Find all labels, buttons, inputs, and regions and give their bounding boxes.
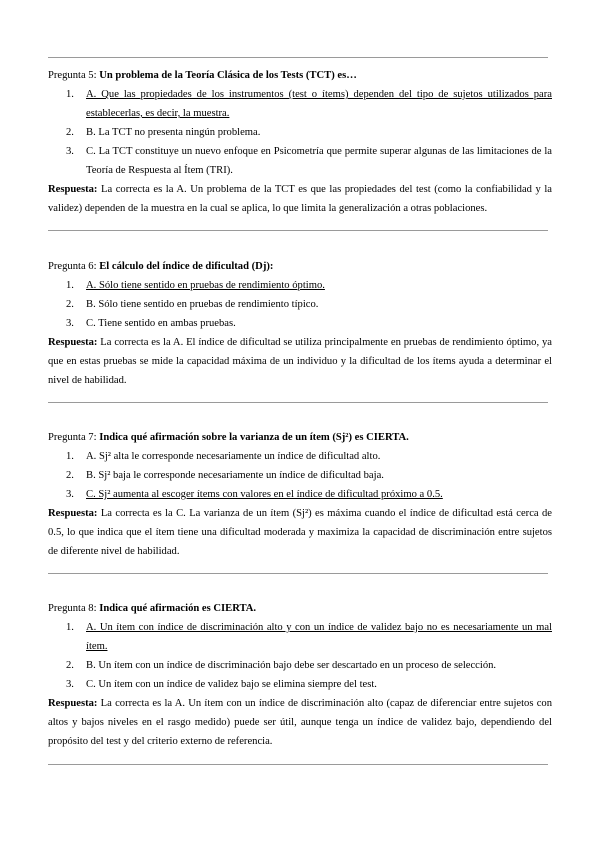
question-6-answer bbox=[48, 333, 552, 390]
option-number: 2. bbox=[66, 660, 74, 671]
option-text: A. Que las propiedades de los instrumentos (test o ítems) dependen del tipo de sujetos utilizados para establecerlas, es decir, la muestra. bbox=[86, 89, 552, 119]
question-8-heading bbox=[48, 599, 552, 618]
question-8-title: Indica qué afirmación es CIERTA. bbox=[99, 603, 257, 614]
question-7-prefix: Pregunta 7: bbox=[48, 432, 100, 443]
question-5-title: Un problema de la Teoría Clásica de los Tests (TCT) es… bbox=[99, 70, 357, 81]
option-number: 3. bbox=[66, 679, 74, 690]
question-7 bbox=[48, 428, 552, 561]
divider bbox=[48, 402, 548, 403]
question-5-heading bbox=[48, 66, 552, 85]
question-5-prefix: Pregunta 5: bbox=[48, 70, 100, 81]
question-6-prefix: Pregunta 6: bbox=[48, 261, 100, 272]
divider-bottom bbox=[48, 764, 548, 765]
question-8-prefix: Pregunta 8: bbox=[48, 603, 100, 614]
question-5-answer bbox=[48, 180, 552, 218]
question-5 bbox=[48, 66, 552, 218]
answer-label: Respuesta: bbox=[48, 337, 98, 348]
answer-label: Respuesta: bbox=[48, 508, 98, 519]
option-number: 2. bbox=[66, 299, 74, 310]
option-list-item bbox=[48, 656, 552, 675]
question-5-options bbox=[48, 85, 552, 180]
question-7-answer bbox=[48, 504, 552, 561]
option-text: B. Un ítem con un índice de discriminación bajo debe ser descartado en un proceso de selección. bbox=[86, 660, 497, 671]
option-number: 3. bbox=[66, 146, 74, 157]
option-number: 2. bbox=[66, 470, 74, 481]
option-list-item bbox=[48, 675, 552, 694]
option-text: B. La TCT no presenta ningún problema. bbox=[86, 127, 261, 138]
divider-top bbox=[48, 57, 548, 58]
option-number: 2. bbox=[66, 127, 74, 138]
option-number: 3. bbox=[66, 318, 74, 329]
divider bbox=[48, 573, 548, 574]
option-number: 1. bbox=[66, 451, 74, 462]
answer-label: Respuesta: bbox=[48, 184, 98, 195]
option-number: 1. bbox=[66, 89, 74, 100]
option-number: 3. bbox=[66, 489, 74, 500]
option-text: C. Un ítem con un índice de validez bajo se elimina siempre del test. bbox=[86, 679, 377, 690]
question-7-title: Indica qué afirmación sobre la varianza de un ítem (Sj²) es CIERTA. bbox=[99, 432, 409, 443]
option-list-item bbox=[48, 123, 552, 142]
option-text: C. Tiene sentido en ambas pruebas. bbox=[86, 318, 236, 329]
option-text: C. La TCT constituye un nuevo enfoque en Psicometría que permite superar algunas de las limitaciones de la Teoría de Respuesta al Ítem (TRI). bbox=[86, 146, 552, 176]
option-list-item bbox=[48, 276, 552, 295]
option-list-item bbox=[48, 295, 552, 314]
question-6-options bbox=[48, 276, 552, 333]
question-8 bbox=[48, 599, 552, 751]
option-number: 1. bbox=[66, 622, 74, 633]
question-6-heading bbox=[48, 257, 552, 276]
answer-text: La correcta es la A. El índice de dificultad se utiliza principalmente en pruebas de rendimiento óptimo, ya que en estas pruebas se mide la capacidad máxima de un individuo y la dificultad de los ítems ayuda a determinar el nivel de habilidad. bbox=[48, 337, 552, 386]
option-text: B. Sólo tiene sentido en pruebas de rendimiento típico. bbox=[86, 299, 319, 310]
option-list-item bbox=[48, 85, 552, 123]
option-text: A. Sólo tiene sentido en pruebas de rendimiento óptimo. bbox=[86, 280, 325, 291]
question-6-title: El cálculo del índice de dificultad (Dj): bbox=[99, 261, 274, 272]
question-8-answer bbox=[48, 694, 552, 751]
option-list-item bbox=[48, 447, 552, 466]
option-list-item bbox=[48, 314, 552, 333]
option-text: C. Sj² aumenta al escoger ítems con valores en el índice de dificultad próximo a 0.5. bbox=[86, 489, 443, 500]
option-text: A. Un ítem con índice de discriminación alto y con un índice de validez bajo no es necesariamente un mal ítem. bbox=[86, 622, 552, 652]
answer-text: La correcta es la A. Un ítem con un índice de discriminación alto (capaz de diferenciar entre sujetos con altos y bajos niveles en el rasgo medido) puede ser útil, aunque tenga un índice de validez bajo, dependiendo del propósito del test y del criterio externo de referencia. bbox=[48, 698, 552, 747]
answer-label: Respuesta: bbox=[48, 698, 98, 709]
option-list-item bbox=[48, 618, 552, 656]
question-6 bbox=[48, 257, 552, 390]
question-7-heading bbox=[48, 428, 552, 447]
option-text: A. Sj² alta le corresponde necesariamente un índice de dificultad alto. bbox=[86, 451, 381, 462]
option-list-item bbox=[48, 466, 552, 485]
option-text: B. Sj² baja le corresponde necesariamente un índice de dificultad baja. bbox=[86, 470, 384, 481]
question-8-options bbox=[48, 618, 552, 694]
divider bbox=[48, 230, 548, 231]
option-list-item bbox=[48, 142, 552, 180]
answer-text: La correcta es la C. La varianza de un ítem (Sj²) es máxima cuando el índice de dificultad está cerca de 0.5, lo que indica que el ítem tiene una dificultad moderada y maximiza la capacidad de discriminación entre sujetos de diferente nivel de habilidad. bbox=[48, 508, 552, 557]
option-list-item bbox=[48, 485, 552, 504]
option-number: 1. bbox=[66, 280, 74, 291]
answer-text: La correcta es la A. Un problema de la TCT es que las propiedades del test (como la confiabilidad y la validez) dependen de la muestra en la cual se aplica, lo que limita la generalización a otras poblaciones. bbox=[48, 184, 552, 214]
question-7-options bbox=[48, 447, 552, 504]
